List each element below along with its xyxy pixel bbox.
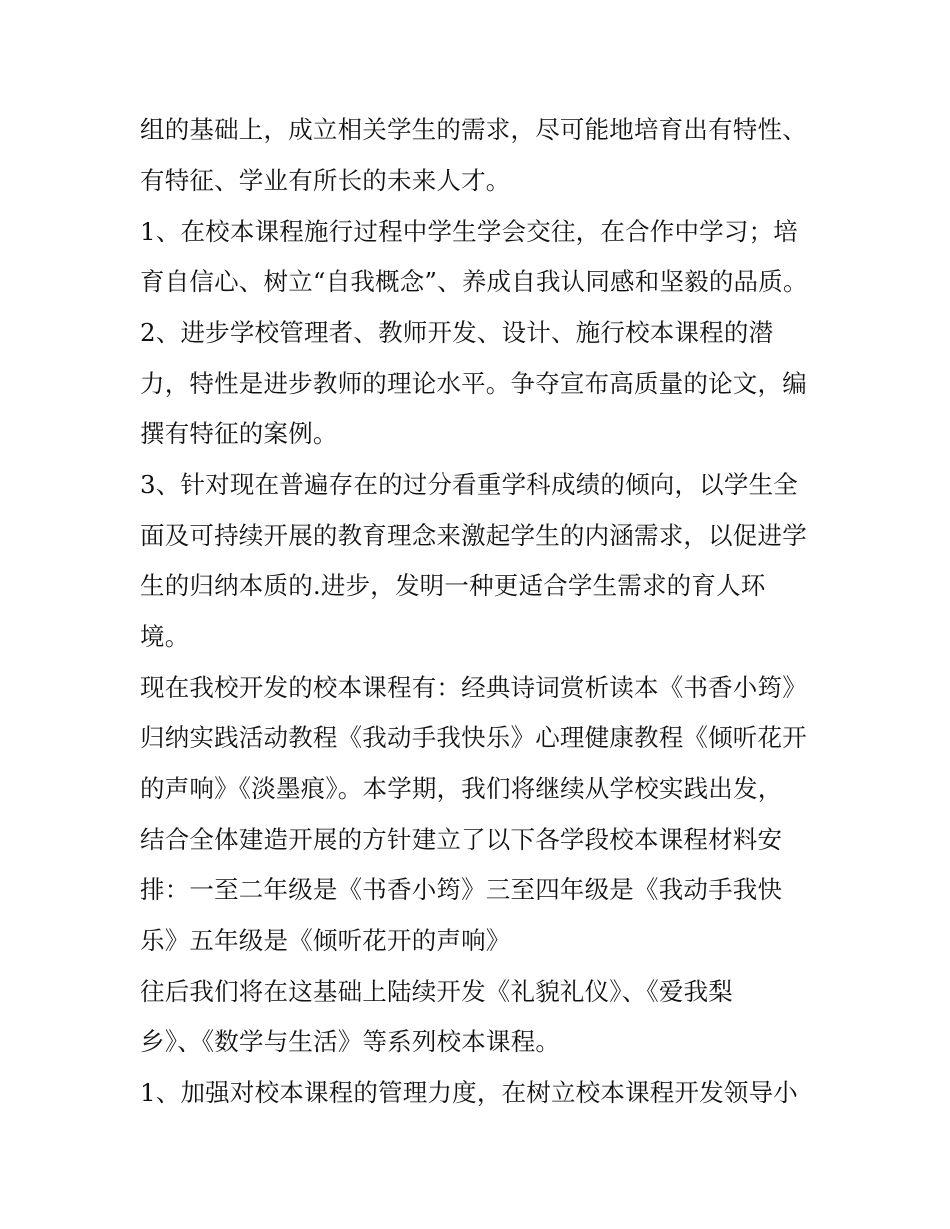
text-line: 撰有特征的案例。 [140,419,338,448]
text-line: 有特征、学业有所长的未来人才。 [140,166,511,195]
text-line: 现在我校开发的校本课程有：经典诗词赏析读本《书香小筠》 [140,673,807,702]
text-line: 力，特性是进步教师的理论水平。争夺宣布高质量的论文，编 [140,369,807,398]
text-line: 组的基础上，成立相关学生的需求，尽可能地培育出有特性、 [140,115,807,144]
text-line: 归纳实践活动教程《我动手我快乐》心理健康教程《倾听花开 [140,723,807,752]
text-line: 往后我们将在这基础上陆续开发《礼貌礼仪》、《爱我梨 [140,977,733,1006]
text-line: 乡》、《数学与生活》等系列校本课程。 [140,1027,561,1056]
text-line: 面及可持续开展的教育理念来激起学生的内涵需求，以促进学 [140,521,807,550]
text-line: 1、加强对校本课程的管理力度，在树立校本课程开发领导小 [140,1078,798,1107]
text-line: 结合全体建造开展的方针建立了以下各学段校本课程材料安 [140,825,783,854]
text-line: 育自信心、树立“自我概念”、养成自我认同感和坚毅的品质。 [140,267,808,296]
text-line: 乐》五年级是《倾听花开的声响》 [140,926,511,955]
text-line: 2、进步学校管理者、教师开发、设计、施行校本课程的潜 [140,318,774,347]
text-line: 生的归纳本质的.进步，发明一种更适合学生需求的育人环 [140,571,766,600]
text-line: 1、在校本课程施行过程中学生学会交往，在合作中学习；培 [140,217,798,246]
text-line: 3、针对现在普遍存在的过分看重学科成绩的倾向，以学生全 [140,470,798,499]
text-line: 境。 [140,622,190,651]
text-line: 的声响》《淡墨痕》。本学期，我们将继续从学校实践出发， [140,774,783,803]
text-line: 排：一至二年级是《书香小筠》三至四年级是《我动手我快 [140,875,783,904]
